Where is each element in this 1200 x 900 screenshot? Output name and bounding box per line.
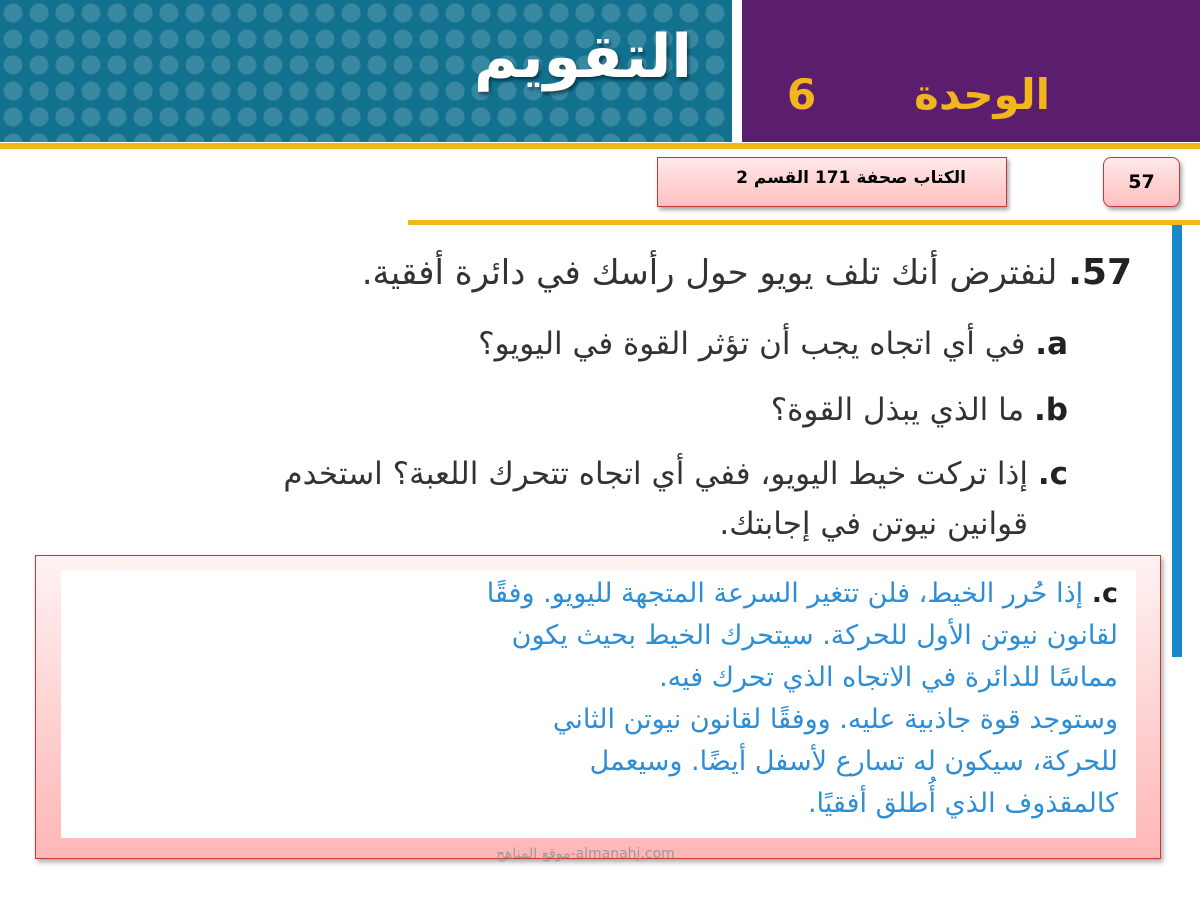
book-reference-box — [657, 157, 1007, 207]
answer-line-2: لقانون نيوتن الأول للحركة. سيتحرك الخيط بحيث يكون — [511, 620, 1118, 651]
lesson-banner — [0, 0, 732, 142]
question-number-badge: 57 — [1103, 157, 1180, 207]
side-accent-bar — [1172, 225, 1182, 657]
top-rule — [0, 143, 1200, 149]
answer-box — [35, 555, 1161, 859]
question-stem — [362, 252, 1132, 293]
part-b-text: ما الذي يبذل القوة؟ — [770, 392, 1025, 428]
section-rule — [408, 220, 1200, 225]
part-b-label: b. — [1034, 392, 1068, 428]
unit-label: الوحدة — [914, 70, 1050, 119]
answer-text-1: إذا حُرر الخيط، فلن تتغير السرعة المتجهة لليويو. وفقًا — [486, 578, 1084, 609]
question-part-a — [478, 326, 1068, 362]
question-part-c — [283, 456, 1068, 492]
answer-line-6: كالمقذوف الذي أُطلق أفقيًا. — [807, 788, 1118, 819]
book-reference: الكتاب صحفة 171 القسم 2 — [736, 168, 966, 188]
unit-banner — [742, 0, 1200, 142]
answer-line-5: للحركة، سيكون له تسارع لأسفل أيضًا. وسيعمل — [589, 746, 1118, 777]
question-part-c-continued: قوانين نيوتن في إجابتك. — [719, 506, 1028, 542]
watermark: موقع المناهج-almanahj.com — [496, 846, 675, 862]
answer-label: c. — [1091, 578, 1118, 609]
part-a-label: a. — [1035, 326, 1068, 362]
question-part-b — [771, 392, 1068, 428]
question-number: 57. — [1068, 252, 1132, 293]
part-c-label: c. — [1037, 456, 1068, 492]
banner-divider — [732, 0, 742, 142]
answer-line-4: وستوجد قوة جاذبية عليه. ووفقًا لقانون نيوتن الثاني — [552, 704, 1118, 735]
answer-line-3: مماسًا للدائرة في الاتجاه الذي تحرك فيه. — [659, 662, 1118, 693]
lesson-title: التقويم — [474, 22, 692, 92]
question-stem-text: لنفترض أنك تلف يويو حول رأسك في دائرة أفقية. — [361, 253, 1058, 293]
answer-panel — [61, 570, 1136, 838]
part-c-text: إذا تركت خيط اليويو، ففي أي اتجاه تتحرك اللعبة؟ استخدم — [283, 456, 1028, 492]
unit-number: 6 — [787, 70, 817, 119]
answer-line-1 — [487, 578, 1118, 609]
part-a-text: في أي اتجاه يجب أن تؤثر القوة في اليويو؟ — [478, 326, 1026, 362]
